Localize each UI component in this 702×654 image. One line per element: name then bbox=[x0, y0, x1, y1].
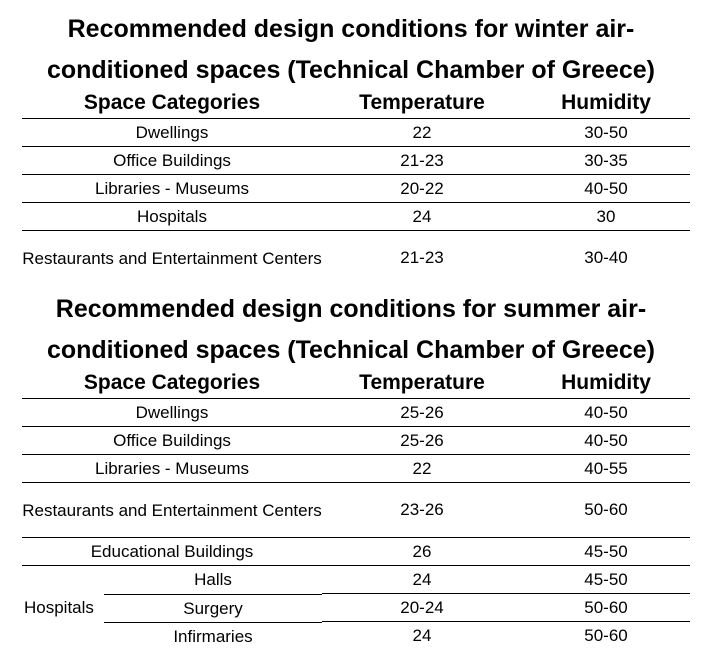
table-row bbox=[22, 147, 690, 175]
humidity-cell: 30 bbox=[522, 203, 690, 231]
category-cell: Office Buildings bbox=[22, 147, 322, 175]
humidity-cell: 45-50 bbox=[522, 538, 690, 566]
header-humidity: Humidity bbox=[522, 88, 690, 119]
temperature-cell: 25-26 bbox=[322, 427, 522, 455]
temperature-cell: 21-23 bbox=[322, 147, 522, 175]
table-row bbox=[22, 427, 690, 455]
temperature-cell: 22 bbox=[322, 119, 522, 147]
humidity-cell: 50-60 bbox=[584, 625, 628, 645]
temperature-cell: 22 bbox=[322, 455, 522, 483]
temperature-cell: 20-24 bbox=[322, 594, 522, 622]
winter-header-row bbox=[22, 88, 690, 119]
humidity-cell: 40-55 bbox=[522, 455, 690, 483]
header-space-categories: Space Categories bbox=[22, 88, 322, 119]
table-row bbox=[22, 175, 690, 203]
humidity-cell: 30-50 bbox=[522, 119, 690, 147]
winter-title-line2: conditioned spaces (Technical Chamber of Greece) bbox=[46, 56, 656, 84]
table-row bbox=[22, 119, 690, 147]
header-temperature: Temperature bbox=[322, 88, 522, 119]
category-cell: Dwellings bbox=[22, 399, 322, 427]
temperature-cell: 20-22 bbox=[322, 175, 522, 203]
temperature-cell: 26 bbox=[322, 538, 522, 566]
winter-table bbox=[22, 88, 690, 286]
hospitals-group-cell bbox=[22, 566, 322, 650]
humidity-cell: 45-50 bbox=[522, 566, 690, 594]
temperature-cell: 25-26 bbox=[322, 399, 522, 427]
temperature-cell: 24 bbox=[412, 625, 432, 645]
summer-title-line2: conditioned spaces (Technical Chamber of Greece) bbox=[46, 336, 656, 364]
temperature-cell: 24 bbox=[322, 566, 522, 594]
category-cell: Libraries - Museums bbox=[22, 455, 322, 483]
summer-table bbox=[22, 368, 690, 650]
humidity-cell: 50-60 bbox=[522, 594, 690, 622]
table-row bbox=[22, 399, 690, 427]
table-row bbox=[22, 538, 690, 566]
sub-category-infirmaries: Infirmaries bbox=[173, 627, 253, 646]
table-row bbox=[22, 231, 690, 286]
header-humidity: Humidity bbox=[522, 368, 690, 399]
temperature-cell: 24 bbox=[322, 203, 522, 231]
table-row bbox=[22, 483, 690, 538]
table-row bbox=[22, 203, 690, 231]
sub-category-halls: Halls bbox=[104, 566, 322, 595]
category-cell: Office Buildings bbox=[22, 427, 322, 455]
temperature-cell: 21-23 bbox=[400, 248, 444, 268]
temperature-cell: 23-26 bbox=[322, 483, 522, 538]
header-space-categories: Space Categories bbox=[22, 368, 322, 399]
humidity-cell: 40-50 bbox=[522, 399, 690, 427]
category-cell: Hospitals bbox=[22, 203, 322, 231]
summer-title-line1: Recommended design conditions for summer air- bbox=[55, 295, 647, 323]
humidity-cell: 30-40 bbox=[584, 248, 628, 268]
table-row bbox=[22, 566, 690, 594]
hospitals-label: Hospitals bbox=[24, 598, 94, 617]
sub-category-surgery: Surgery bbox=[104, 595, 322, 623]
category-cell: Restaurants and Entertainment Centers bbox=[22, 483, 322, 538]
category-cell: Dwellings bbox=[22, 119, 322, 147]
table-row bbox=[22, 455, 690, 483]
header-temperature: Temperature bbox=[322, 368, 522, 399]
category-cell: Libraries - Museums bbox=[22, 175, 322, 203]
humidity-cell: 50-60 bbox=[522, 483, 690, 538]
category-cell: Educational Buildings bbox=[22, 538, 322, 566]
category-cell: Restaurants and Entertainment Centers bbox=[22, 248, 322, 268]
humidity-cell: 30-35 bbox=[522, 147, 690, 175]
summer-header-row bbox=[22, 368, 690, 399]
winter-title-line1: Recommended design conditions for winter air- bbox=[67, 15, 635, 43]
humidity-cell: 40-50 bbox=[522, 427, 690, 455]
humidity-cell: 40-50 bbox=[522, 175, 690, 203]
